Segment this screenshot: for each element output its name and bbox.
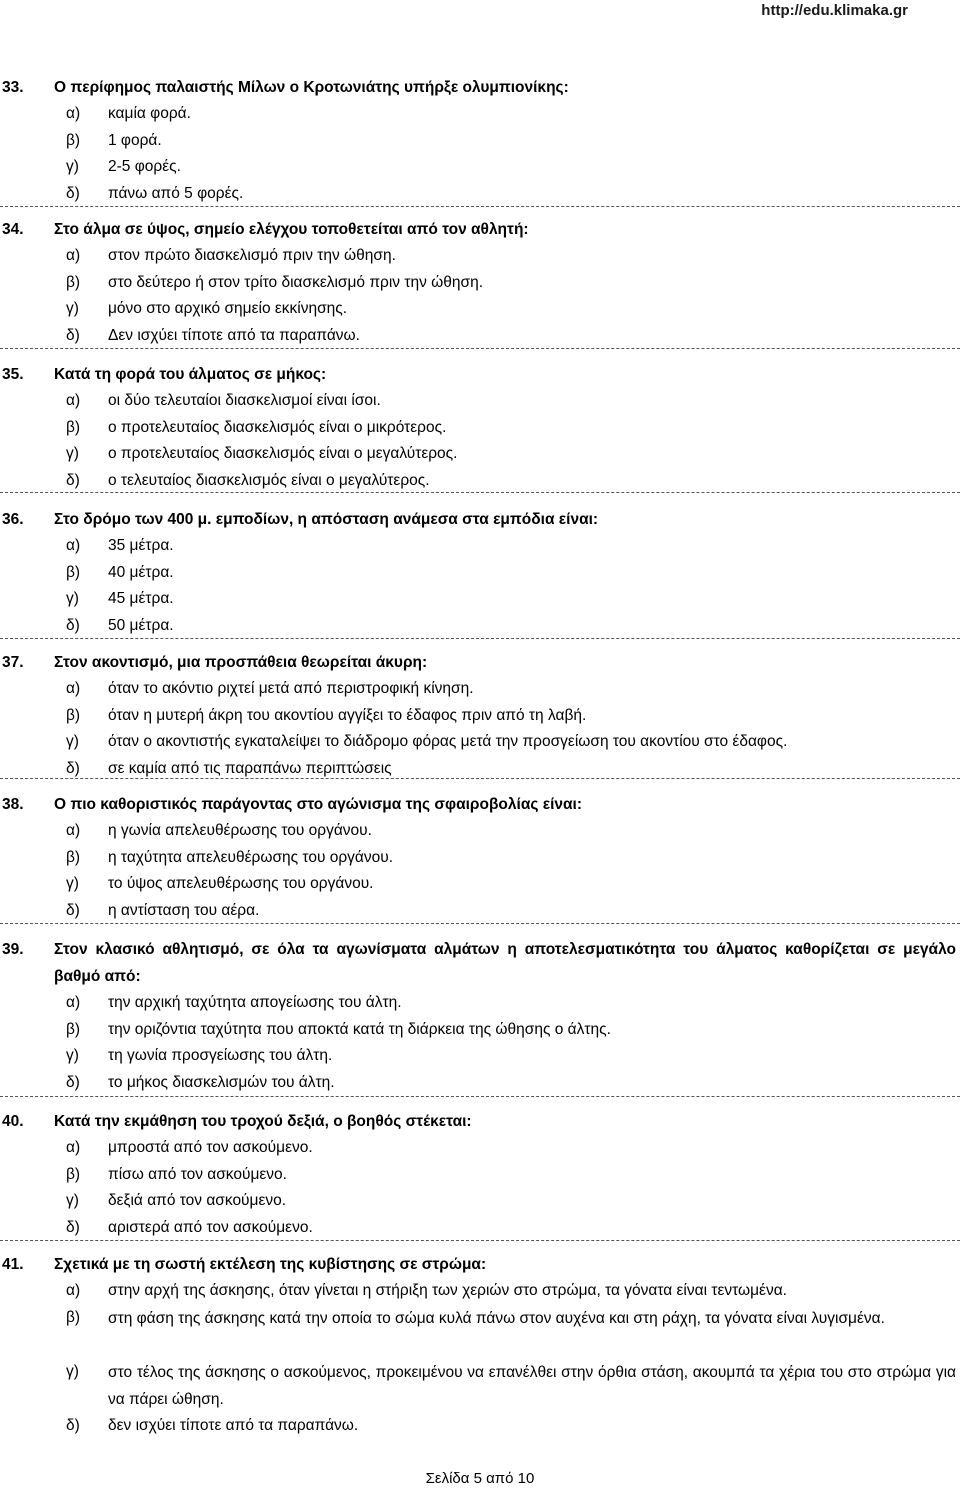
option-row bbox=[0, 243, 960, 270]
option-row bbox=[0, 1413, 960, 1440]
option-letter: γ) bbox=[66, 733, 79, 750]
option-row bbox=[0, 729, 960, 756]
option-text: μόνο στο αρχικό σημείο εκκίνησης. bbox=[108, 300, 348, 317]
option-row bbox=[0, 415, 960, 442]
dashed-separator bbox=[0, 923, 960, 924]
option-letter: β) bbox=[66, 563, 81, 581]
question-35 bbox=[0, 361, 960, 494]
option-letter: α) bbox=[66, 822, 81, 839]
dashed-separator bbox=[0, 348, 960, 349]
question-number: 39. bbox=[2, 941, 24, 958]
question-number: 38. bbox=[2, 796, 24, 813]
header-url-link[interactable]: http://edu.klimaka.gr bbox=[761, 2, 908, 19]
option-letter: γ) bbox=[66, 1047, 79, 1064]
option-text: καμία φορά. bbox=[108, 105, 191, 122]
question-number: 36. bbox=[2, 511, 24, 528]
option-letter: α) bbox=[66, 392, 81, 409]
option-text: στο τέλος της άσκησης ο ασκούμενος, προκειμένου να επανέλθει στην όρθια στάση, ακουμπά τα χέρια του στο στρώμα για να πάρει ώθηση. bbox=[108, 1363, 956, 1408]
option-row bbox=[0, 1359, 960, 1413]
option-letter: α) bbox=[66, 247, 81, 264]
option-text: όταν ο ακοντιστής εγκαταλείψει το διάδρομο φόρας μετά την προσγείωση του ακοντίου στο έδαφος. bbox=[108, 733, 788, 750]
question-number: 40. bbox=[2, 1113, 24, 1130]
option-row bbox=[0, 181, 960, 208]
option-text: δεν ισχύει τίποτε από τα παραπάνω. bbox=[108, 1416, 359, 1434]
option-row bbox=[0, 1135, 960, 1162]
option-row bbox=[0, 1070, 960, 1097]
question-text: Στο άλμα σε ύψος, σημείο ελέγχου τοποθετείται από τον αθλητή: bbox=[54, 221, 529, 238]
question-number: 37. bbox=[2, 654, 24, 671]
option-row bbox=[0, 613, 960, 640]
option-text: πίσω από τον ασκούμενο. bbox=[108, 1165, 287, 1183]
question-40 bbox=[0, 1108, 960, 1241]
option-row bbox=[0, 101, 960, 128]
option-row bbox=[0, 560, 960, 587]
option-text: στην αρχή της άσκησης, όταν γίνεται η στήριξη των χεριών στο στρώμα, τα γόνατα είναι τεντωμένα. bbox=[108, 1282, 787, 1299]
option-text: τη γωνία προσγείωσης του άλτη. bbox=[108, 1047, 333, 1064]
option-text: 2-5 φορές. bbox=[108, 158, 181, 175]
option-letter: γ) bbox=[66, 875, 79, 892]
page-footer: Σελίδα 5 από 10 bbox=[425, 1470, 535, 1487]
question-text: Κατά την εκμάθηση του τροχού δεξιά, ο βοηθός στέκεται: bbox=[54, 1113, 472, 1130]
option-row bbox=[0, 323, 960, 350]
option-row bbox=[0, 1278, 960, 1305]
option-text: η ταχύτητα απελευθέρωσης του οργάνου. bbox=[108, 848, 394, 866]
question-text: Σχετικά με τη σωστή εκτέλεση της κυβίστησης σε στρώμα: bbox=[54, 1256, 487, 1273]
option-text: σε καμία από τις παραπάνω περιπτώσεις bbox=[108, 759, 392, 777]
option-text: 1 φορά. bbox=[108, 131, 162, 149]
question-number: 34. bbox=[2, 221, 24, 238]
option-row bbox=[0, 1043, 960, 1070]
option-text: ο προτελευταίος διασκελισμός είναι ο μεγαλύτερος. bbox=[108, 445, 458, 462]
option-row bbox=[0, 1215, 960, 1242]
option-letter: γ) bbox=[66, 590, 79, 607]
option-letter: β) bbox=[66, 131, 81, 149]
question-number: 35. bbox=[2, 366, 24, 383]
option-letter: γ) bbox=[66, 1362, 79, 1380]
question-text: Ο πιο καθοριστικός παράγοντας στο αγώνισμα της σφαιροβολίας είναι: bbox=[54, 796, 582, 813]
question-text: Στον ακοντισμό, μια προσπάθεια θεωρείται άκυρη: bbox=[54, 654, 428, 671]
option-text: την αρχική ταχύτητα απογείωσης του άλτη. bbox=[108, 994, 402, 1011]
option-row bbox=[0, 388, 960, 415]
option-text: Δεν ισχύει τίποτε από τα παραπάνω. bbox=[108, 326, 360, 344]
option-letter: β) bbox=[66, 418, 81, 436]
option-text: 35 μέτρα. bbox=[108, 537, 174, 554]
option-row bbox=[0, 818, 960, 845]
dashed-separator bbox=[0, 778, 960, 779]
option-text: το μήκος διασκελισμών του άλτη. bbox=[108, 1073, 335, 1091]
option-text: όταν η μυτερή άκρη του ακοντίου αγγίξει το έδαφος πριν από τη λαβή. bbox=[108, 706, 587, 724]
question-34 bbox=[0, 216, 960, 349]
option-letter: γ) bbox=[66, 445, 79, 462]
option-letter: δ) bbox=[66, 759, 80, 777]
option-row bbox=[0, 990, 960, 1017]
option-text: το ύψος απελευθέρωσης του οργάνου. bbox=[108, 875, 374, 892]
dashed-separator bbox=[0, 206, 960, 207]
option-text: πάνω από 5 φορές. bbox=[108, 184, 244, 202]
option-letter: α) bbox=[66, 537, 81, 554]
option-text: όταν το ακόντιο ριχτεί μετά από περιστροφική κίνηση. bbox=[108, 680, 474, 697]
option-row bbox=[0, 468, 960, 495]
option-text: ο προτελευταίος διασκελισμός είναι ο μικρότερος. bbox=[108, 418, 447, 436]
option-letter: δ) bbox=[66, 616, 80, 634]
option-letter: β) bbox=[66, 1020, 81, 1038]
option-row bbox=[0, 154, 960, 181]
option-row bbox=[0, 1188, 960, 1215]
question-number: 41. bbox=[2, 1256, 24, 1273]
option-text: η αντίσταση του αέρα. bbox=[108, 901, 260, 919]
option-letter: α) bbox=[66, 680, 81, 697]
option-row bbox=[0, 441, 960, 468]
option-row bbox=[0, 898, 960, 925]
option-text: 40 μέτρα. bbox=[108, 563, 174, 581]
question-33 bbox=[0, 74, 960, 207]
option-row bbox=[0, 1017, 960, 1044]
option-letter: γ) bbox=[66, 300, 79, 317]
option-letter: γ) bbox=[66, 158, 79, 175]
option-letter: β) bbox=[66, 848, 81, 866]
option-letter: γ) bbox=[66, 1192, 79, 1209]
option-text: μπροστά από τον ασκούμενο. bbox=[108, 1139, 313, 1156]
option-letter: β) bbox=[66, 1165, 81, 1183]
question-text: Κατά τη φορά του άλματος σε μήκος: bbox=[54, 366, 327, 383]
option-text: η γωνία απελευθέρωσης του οργάνου. bbox=[108, 822, 372, 839]
option-letter: δ) bbox=[66, 1416, 80, 1434]
option-row bbox=[0, 1305, 960, 1359]
option-row bbox=[0, 1162, 960, 1189]
question-text: Στο δρόμο των 400 μ. εμποδίων, η απόσταση ανάμεσα στα εμπόδια είναι: bbox=[54, 511, 599, 528]
option-letter: α) bbox=[66, 1282, 81, 1299]
option-letter: α) bbox=[66, 105, 81, 122]
option-letter: α) bbox=[66, 994, 81, 1011]
option-text: οι δύο τελευταίοι διασκελισμοί είναι ίσοι. bbox=[108, 392, 381, 409]
option-row bbox=[0, 703, 960, 730]
question-38 bbox=[0, 791, 960, 924]
option-letter: β) bbox=[66, 1308, 81, 1326]
option-text: στο δεύτερο ή στον τρίτο διασκελισμό πριν την ώθηση. bbox=[108, 273, 483, 291]
option-letter: δ) bbox=[66, 326, 80, 344]
option-letter: δ) bbox=[66, 901, 80, 919]
option-letter: β) bbox=[66, 706, 81, 724]
option-row bbox=[0, 270, 960, 297]
option-text: την οριζόντια ταχύτητα που αποκτά κατά τη διάρκεια της ώθησης ο άλτης. bbox=[108, 1020, 611, 1038]
dashed-separator bbox=[0, 1096, 960, 1097]
question-41 bbox=[0, 1251, 960, 1439]
option-row bbox=[0, 533, 960, 560]
option-row bbox=[0, 128, 960, 155]
question-number: 33. bbox=[2, 79, 24, 96]
option-row bbox=[0, 296, 960, 323]
option-text: αριστερά από τον ασκούμενο. bbox=[108, 1218, 313, 1236]
question-36 bbox=[0, 506, 960, 639]
dashed-separator bbox=[0, 492, 960, 493]
dashed-separator bbox=[0, 638, 960, 639]
option-row bbox=[0, 586, 960, 613]
question-text: Στον κλασικό αθλητισμό, σε όλα τα αγωνίσματα αλμάτων η αποτελεσματικότητα του άλματος καθορίζεται σε μεγάλο βαθμό από: bbox=[54, 941, 956, 985]
option-letter: β) bbox=[66, 273, 81, 291]
option-letter: δ) bbox=[66, 471, 80, 489]
question-text: Ο περίφημος παλαιστής Μίλων ο Κροτωνιάτης υπήρξε ολυμπιονίκης: bbox=[54, 79, 569, 96]
option-text: στον πρώτο διασκελισμό πριν την ώθηση. bbox=[108, 247, 396, 264]
question-39 bbox=[0, 936, 960, 1096]
option-letter: δ) bbox=[66, 1218, 80, 1236]
option-text: 45 μέτρα. bbox=[108, 590, 174, 607]
question-37 bbox=[0, 649, 960, 782]
option-text: ο τελευταίος διασκελισμός είναι ο μεγαλύτερος. bbox=[108, 471, 430, 489]
option-letter: α) bbox=[66, 1139, 81, 1156]
option-text: δεξιά από τον ασκούμενο. bbox=[108, 1192, 287, 1209]
option-row bbox=[0, 871, 960, 898]
option-letter: δ) bbox=[66, 184, 80, 202]
option-row bbox=[0, 845, 960, 872]
option-text: 50 μέτρα. bbox=[108, 616, 174, 634]
option-letter: δ) bbox=[66, 1073, 80, 1091]
dashed-separator bbox=[0, 1240, 960, 1241]
option-text: στη φάση της άσκησης κατά την οποία το σώμα κυλά πάνω στον αυχένα και στη ράχη, τα γόνατα είναι λυγισμένα. bbox=[108, 1309, 885, 1327]
option-row bbox=[0, 676, 960, 703]
